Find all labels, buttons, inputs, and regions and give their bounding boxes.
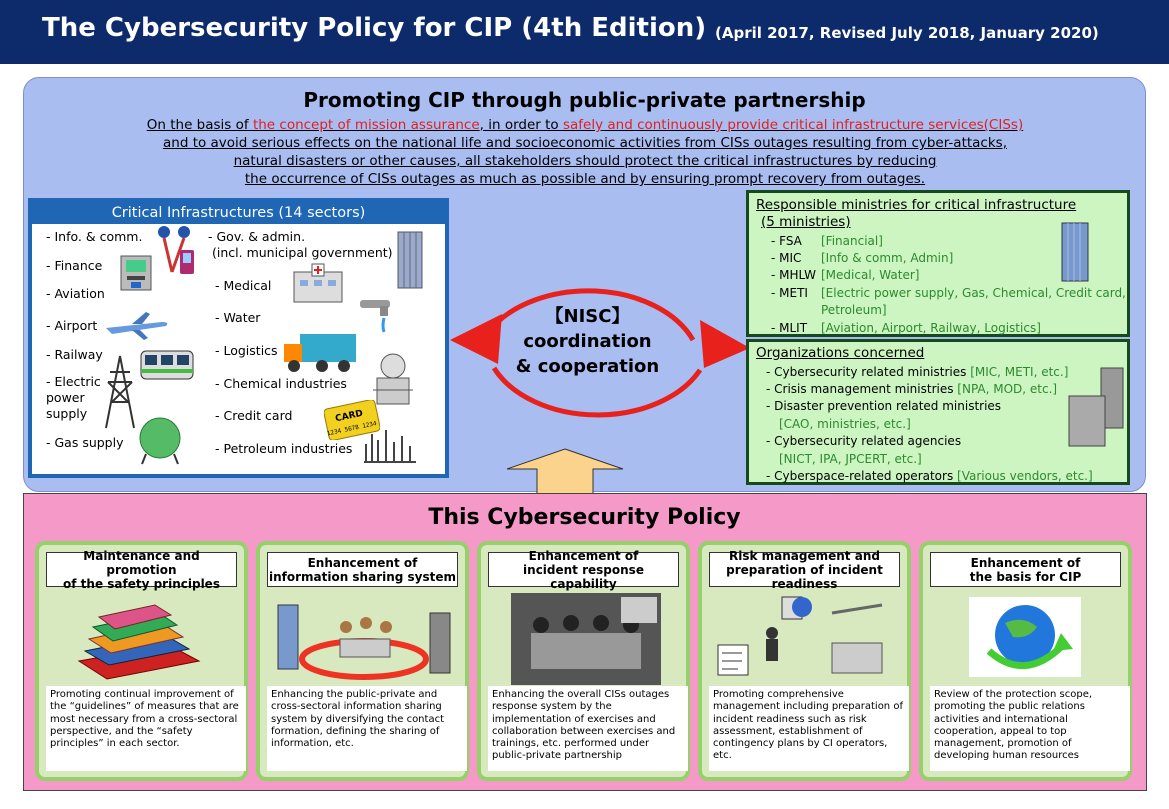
nisc-coordination-label: 【NISC】 coordination & cooperation — [515, 306, 660, 377]
books-icon — [49, 593, 234, 685]
up-arrow-icon — [505, 447, 625, 497]
org-row: - Crisis management ministries [NPA, MOD, etc.] — [766, 382, 1058, 396]
ci-water: - Water — [215, 310, 261, 325]
policy-title: This Cybersecurity Policy — [428, 505, 741, 530]
water-faucet-icon — [352, 294, 402, 334]
antenna-phone-icon — [150, 222, 208, 280]
ci-gov-admin-note: (incl. municipal government) — [212, 245, 393, 260]
organizations-title: Organizations concerned — [756, 345, 925, 361]
policy-card-incident-response — [477, 541, 690, 781]
critical-infrastructures-box — [28, 198, 449, 478]
org-row: - Cybersecurity related agencies — [766, 434, 962, 448]
responsible-ministries-box: Responsible ministries for critical infrastructure (5 ministries) - FSA [Financial] - MIC [Info & comm, Admin] - MHLW [Medical, Water] - METI [Electric power supply, Gas, Chemical, Credit card, Petroleum] - MLIT [Aviation, Airport, Railway, Logistics] — [746, 190, 1130, 337]
card-description: Enhancing the overall CISs outages response system by the implementation of exercises and collaboration between exercises and trainings, etc. performed under public-private partnership — [488, 686, 688, 771]
hospital-icon — [290, 260, 346, 304]
org-row: - Cyberspace-related operators [Various vendors, etc.] — [766, 469, 1093, 483]
ci-gov-admin: - Gov. & admin. — [208, 229, 306, 244]
ministry-row-cont: Petroleum] — [821, 303, 887, 317]
header-banner — [0, 0, 1169, 64]
page-subtitle: (April 2017, Revised July 2018, January 2020) — [715, 24, 1099, 42]
mission-line-2: and to avoid serious effects on the national life and socioeconomic activities from CISs outages resulting from cyber-attacks, — [163, 135, 1007, 151]
policy-card-safety-principles — [35, 541, 248, 781]
policy-card-information-sharing — [256, 541, 469, 781]
card-title: Maintenance and promotion of the safety principles — [46, 552, 237, 587]
responsible-title-1: Responsible ministries for critical infrastructure — [756, 197, 1077, 213]
ci-credit-card: - Credit card — [215, 408, 293, 423]
org-row: - Disaster prevention related ministries — [766, 399, 1002, 413]
ci-electric-power: power — [46, 390, 85, 405]
meeting-photo-icon — [491, 593, 676, 685]
truck-icon — [282, 330, 358, 376]
card-description: Enhancing the public-private and cross-sectoral information sharing system by diversifying the contact formation, defining the sharing of information, etc. — [267, 686, 467, 771]
organization-buildings-icon — [1067, 360, 1129, 450]
policy-card-risk-management — [698, 541, 911, 781]
ci-chemical: - Chemical industries — [215, 376, 347, 391]
information-sharing-icon — [270, 593, 455, 685]
critical-infrastructures-title: Critical Infrastructures (14 sectors) — [32, 202, 445, 224]
card-title: Enhancement of the basis for CIP — [930, 552, 1121, 587]
petroleum-refinery-icon — [362, 424, 418, 464]
org-row-cont: [NICT, IPA, JPCERT, etc.] — [779, 452, 922, 466]
government-building-icon — [392, 230, 428, 290]
card-title: Enhancement of information sharing system — [267, 552, 458, 587]
ci-logistics: - Logistics — [215, 343, 278, 358]
mission-line-4: the occurrence of CISs outages as much as possible and by ensuring prompt recovery from outages. — [244, 171, 926, 187]
mission-statement — [60, 116, 1110, 188]
card-title: Enhancement of incident response capability — [488, 552, 679, 587]
card-description: Promoting comprehensive management including preparation of incident readiness such as risk assessment, establishment of contingency plans by CI operators, etc. — [709, 686, 909, 771]
card-title: Risk management and preparation of incident readiness — [709, 552, 900, 587]
ci-gas-supply: - Gas supply — [46, 435, 124, 450]
mission-line-1: On the basis of the concept of mission assurance, in order to safely and continuously provide critical infrastructure services(CISs) — [146, 117, 1024, 133]
promoting-title: Promoting CIP through public-private partnership — [303, 88, 866, 112]
organizations-box — [746, 339, 1130, 485]
ci-finance: - Finance — [46, 258, 103, 273]
ci-aviation: - Aviation — [46, 286, 105, 301]
card-description: Review of the protection scope, promoting the public relations activities and international cooperation, appeal to top management, promotion of developing human resources — [930, 686, 1130, 771]
ci-airport: - Airport — [46, 318, 98, 333]
card-label: CARD — [334, 408, 364, 425]
globe-icon — [933, 593, 1118, 685]
ci-electric-supply: supply — [46, 406, 88, 421]
card-number: 1234 5678 1234 — [326, 420, 378, 438]
atm-icon — [117, 252, 157, 294]
card-description: Promoting continual improvement of the “guidelines” of measures that are most necessary from a cross-sectoral perspective, and the “safety principles” in each sector. — [46, 686, 246, 771]
ci-railway: - Railway — [46, 347, 103, 362]
airplane-icon — [102, 310, 172, 342]
policy-card-basis-for-cip — [919, 541, 1132, 781]
gas-tank-icon — [134, 414, 186, 466]
risk-management-icon — [712, 593, 897, 685]
ci-medical: - Medical — [215, 278, 272, 293]
ci-electric: - Electric — [46, 374, 101, 389]
org-row-cont: [CAO, ministries, etc.] — [779, 417, 911, 431]
org-row: - Cybersecurity related ministries [MIC, METI, etc.] — [766, 365, 1069, 379]
ministry-building-icon — [1054, 221, 1098, 285]
page-title: The Cybersecurity Policy for CIP (4th Edition) — [42, 13, 707, 43]
mission-line-3: natural disasters or other causes, all stakeholders should protect the critical infrastructures by reducing — [233, 153, 937, 169]
ci-petroleum: - Petroleum industries — [215, 441, 353, 456]
ci-info-comm: - Info. & comm. — [46, 229, 143, 244]
responsible-title-2: (5 ministries) — [761, 214, 851, 230]
train-icon — [137, 345, 197, 385]
